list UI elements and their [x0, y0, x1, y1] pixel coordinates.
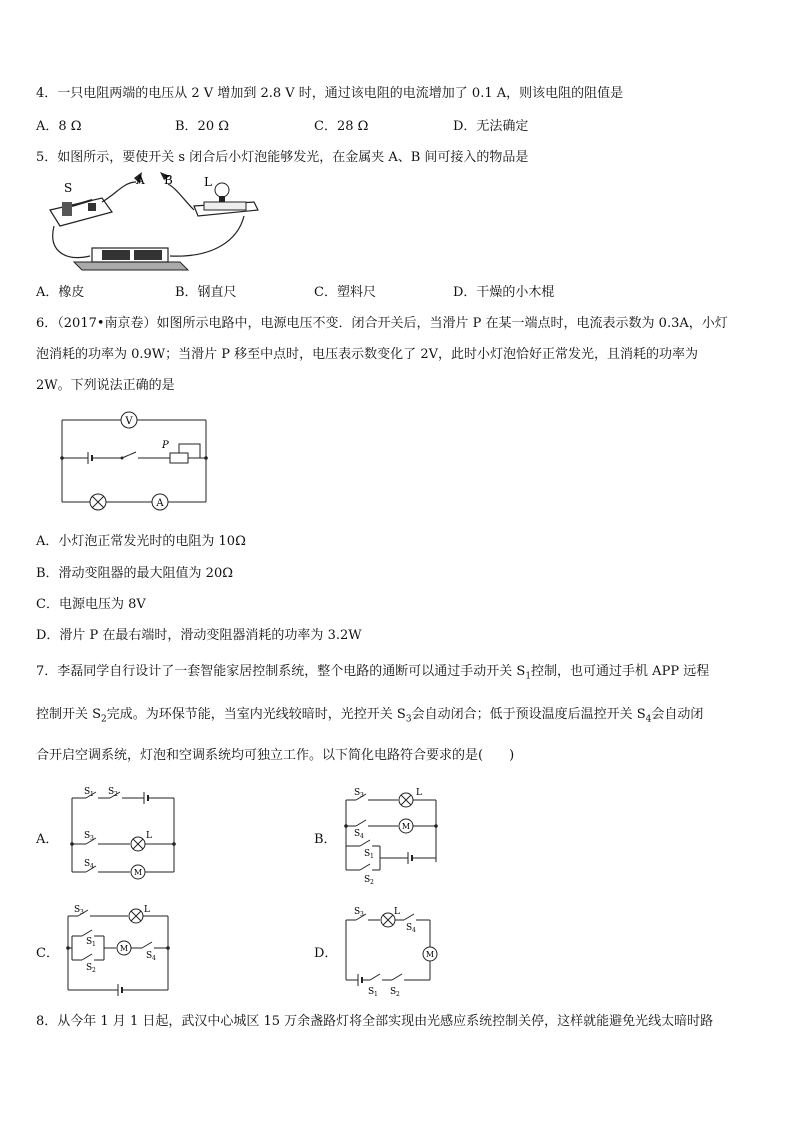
q6-line-2: 泡消耗的功率为 0.9W；当滑片 P 移至中点时，电压表示数变化了 2V，此时小灯泡恰好正常发光，且消耗的功率为 — [36, 347, 698, 362]
svg-text:1: 1 — [90, 791, 94, 798]
svg-text:2: 2 — [114, 791, 118, 798]
svg-text:1: 1 — [92, 941, 96, 948]
q7-circuit-c — [62, 902, 182, 1000]
svg-text:M: M — [425, 950, 435, 959]
q5-label-b: B — [164, 173, 173, 187]
q6-slider-label: P — [162, 440, 169, 451]
svg-text:S: S — [390, 987, 397, 997]
q5-option-d: D．干燥的小木棍 — [453, 285, 555, 300]
svg-text:2: 2 — [370, 879, 374, 886]
q5-label-a: A — [136, 173, 145, 187]
q7-option-d-label: D． — [314, 946, 338, 961]
q5-label-s: S — [64, 181, 73, 195]
svg-text:L: L — [416, 788, 422, 798]
svg-text:S: S — [364, 849, 371, 859]
q5-text: 5．如图所示，要使开关 s 闭合后小灯泡能够发光，在金属夹 A、B 间可接入的物品是 — [36, 150, 529, 165]
svg-text:2: 2 — [92, 967, 96, 974]
q4-options — [36, 115, 736, 133]
svg-text:2: 2 — [396, 991, 400, 998]
svg-text:S: S — [108, 787, 115, 797]
q6-ammeter-label: A — [156, 498, 164, 509]
svg-text:L: L — [394, 907, 400, 917]
svg-text:S: S — [146, 951, 153, 961]
svg-text:S: S — [364, 875, 371, 885]
q7-line-2: 控制开关 $S_2$完成。为环保节能，当室内光线较暗时，光控开关 $S_3$会自动闭合；低于预设温度后温控开关 $S_4$会自动闭 — [36, 707, 704, 725]
q7-circuit-b — [340, 786, 450, 886]
svg-text:1: 1 — [374, 991, 378, 998]
svg-text:4: 4 — [412, 927, 416, 934]
q7-option-b-label: B． — [314, 832, 337, 847]
svg-text:3: 3 — [360, 792, 364, 799]
q5-label-l: L — [204, 175, 212, 189]
q4-option-d: D．无法确定 — [453, 119, 529, 134]
q7-line-3: 合开启空调系统，灯泡和空调系统均可独立工作。以下简化电路符合要求的是( ) — [36, 748, 515, 763]
svg-text:S: S — [84, 859, 91, 869]
q5-option-a: A．橡皮 — [36, 285, 85, 300]
svg-text:S: S — [406, 923, 413, 933]
q7-circuit-a — [64, 786, 184, 886]
svg-text:S: S — [354, 829, 361, 839]
svg-text:S: S — [354, 788, 361, 798]
q7-line-1: 7．李磊同学自行设计了一套智能家居控制系统，整个电路的通断可以通过手动开关 $S_1$控制，也可通过手机 APP 远程 — [36, 664, 710, 682]
q5-circuit-figure — [44, 170, 274, 275]
q4-option-b: B．20 Ω — [175, 119, 230, 134]
svg-text:3: 3 — [80, 909, 84, 916]
svg-text:4: 4 — [90, 863, 94, 870]
svg-text:S: S — [86, 963, 93, 973]
q6-option-b: B．滑动变阻器的最大阻值为 20Ω — [36, 566, 234, 581]
svg-text:1: 1 — [370, 853, 374, 860]
q6-option-d: D．滑片 P 在最右端时，滑动变阻器消耗的功率为 3.2W — [36, 628, 362, 643]
q6-line-3: 2W。下列说法正确的是 — [36, 378, 175, 393]
q6-voltmeter-label: V — [125, 416, 133, 427]
q4-option-a: A．8 Ω — [36, 119, 82, 134]
svg-text:S: S — [86, 937, 93, 947]
q7-option-a-label: A． — [36, 832, 59, 847]
svg-text:M: M — [133, 868, 143, 877]
q5-option-c: C．塑料尺 — [314, 285, 376, 300]
svg-text:4: 4 — [152, 955, 156, 962]
svg-text:S: S — [74, 905, 81, 915]
q7-option-c-label: C． — [36, 946, 59, 961]
q4-text: 4．一只电阻两端的电压从 2 V 增加到 2.8 V 时，通过该电阻的电流增加了 0.1 A，则该电阻的阻值是 — [36, 86, 624, 101]
q6-option-c: C．电源电压为 8V — [36, 597, 146, 612]
q6-circuit-figure — [58, 410, 213, 508]
svg-text:M: M — [119, 944, 129, 953]
q6-line-1: 6．（2017•南京卷）如图所示电路中，电源电压不变．闭合开关后，当滑片 P 在某一端点时，电流表示数为 0.3A，小灯 — [36, 316, 728, 331]
svg-text:4: 4 — [360, 833, 364, 840]
svg-text:3: 3 — [360, 911, 364, 918]
q5-options — [36, 281, 736, 299]
svg-text:L: L — [144, 905, 150, 915]
svg-text:S: S — [354, 907, 361, 917]
q5-option-b: B．钢直尺 — [175, 285, 237, 300]
svg-text:S: S — [368, 987, 375, 997]
svg-text:M: M — [401, 822, 411, 831]
svg-text:L: L — [146, 831, 152, 841]
svg-text:S: S — [84, 831, 91, 841]
q8-text: 8．从今年 1 月 1 日起，武汉中心城区 15 万余盏路灯将全部实现由光感应系统控制关停，这样就能避免光线太暗时路 — [36, 1014, 714, 1029]
svg-text:S: S — [84, 787, 91, 797]
q6-option-a: A．小灯泡正常发光时的电阻为 10Ω — [36, 534, 246, 549]
q7-circuit-d — [340, 902, 450, 1000]
q4-option-c: C．28 Ω — [314, 119, 369, 134]
svg-text:3: 3 — [90, 835, 94, 842]
